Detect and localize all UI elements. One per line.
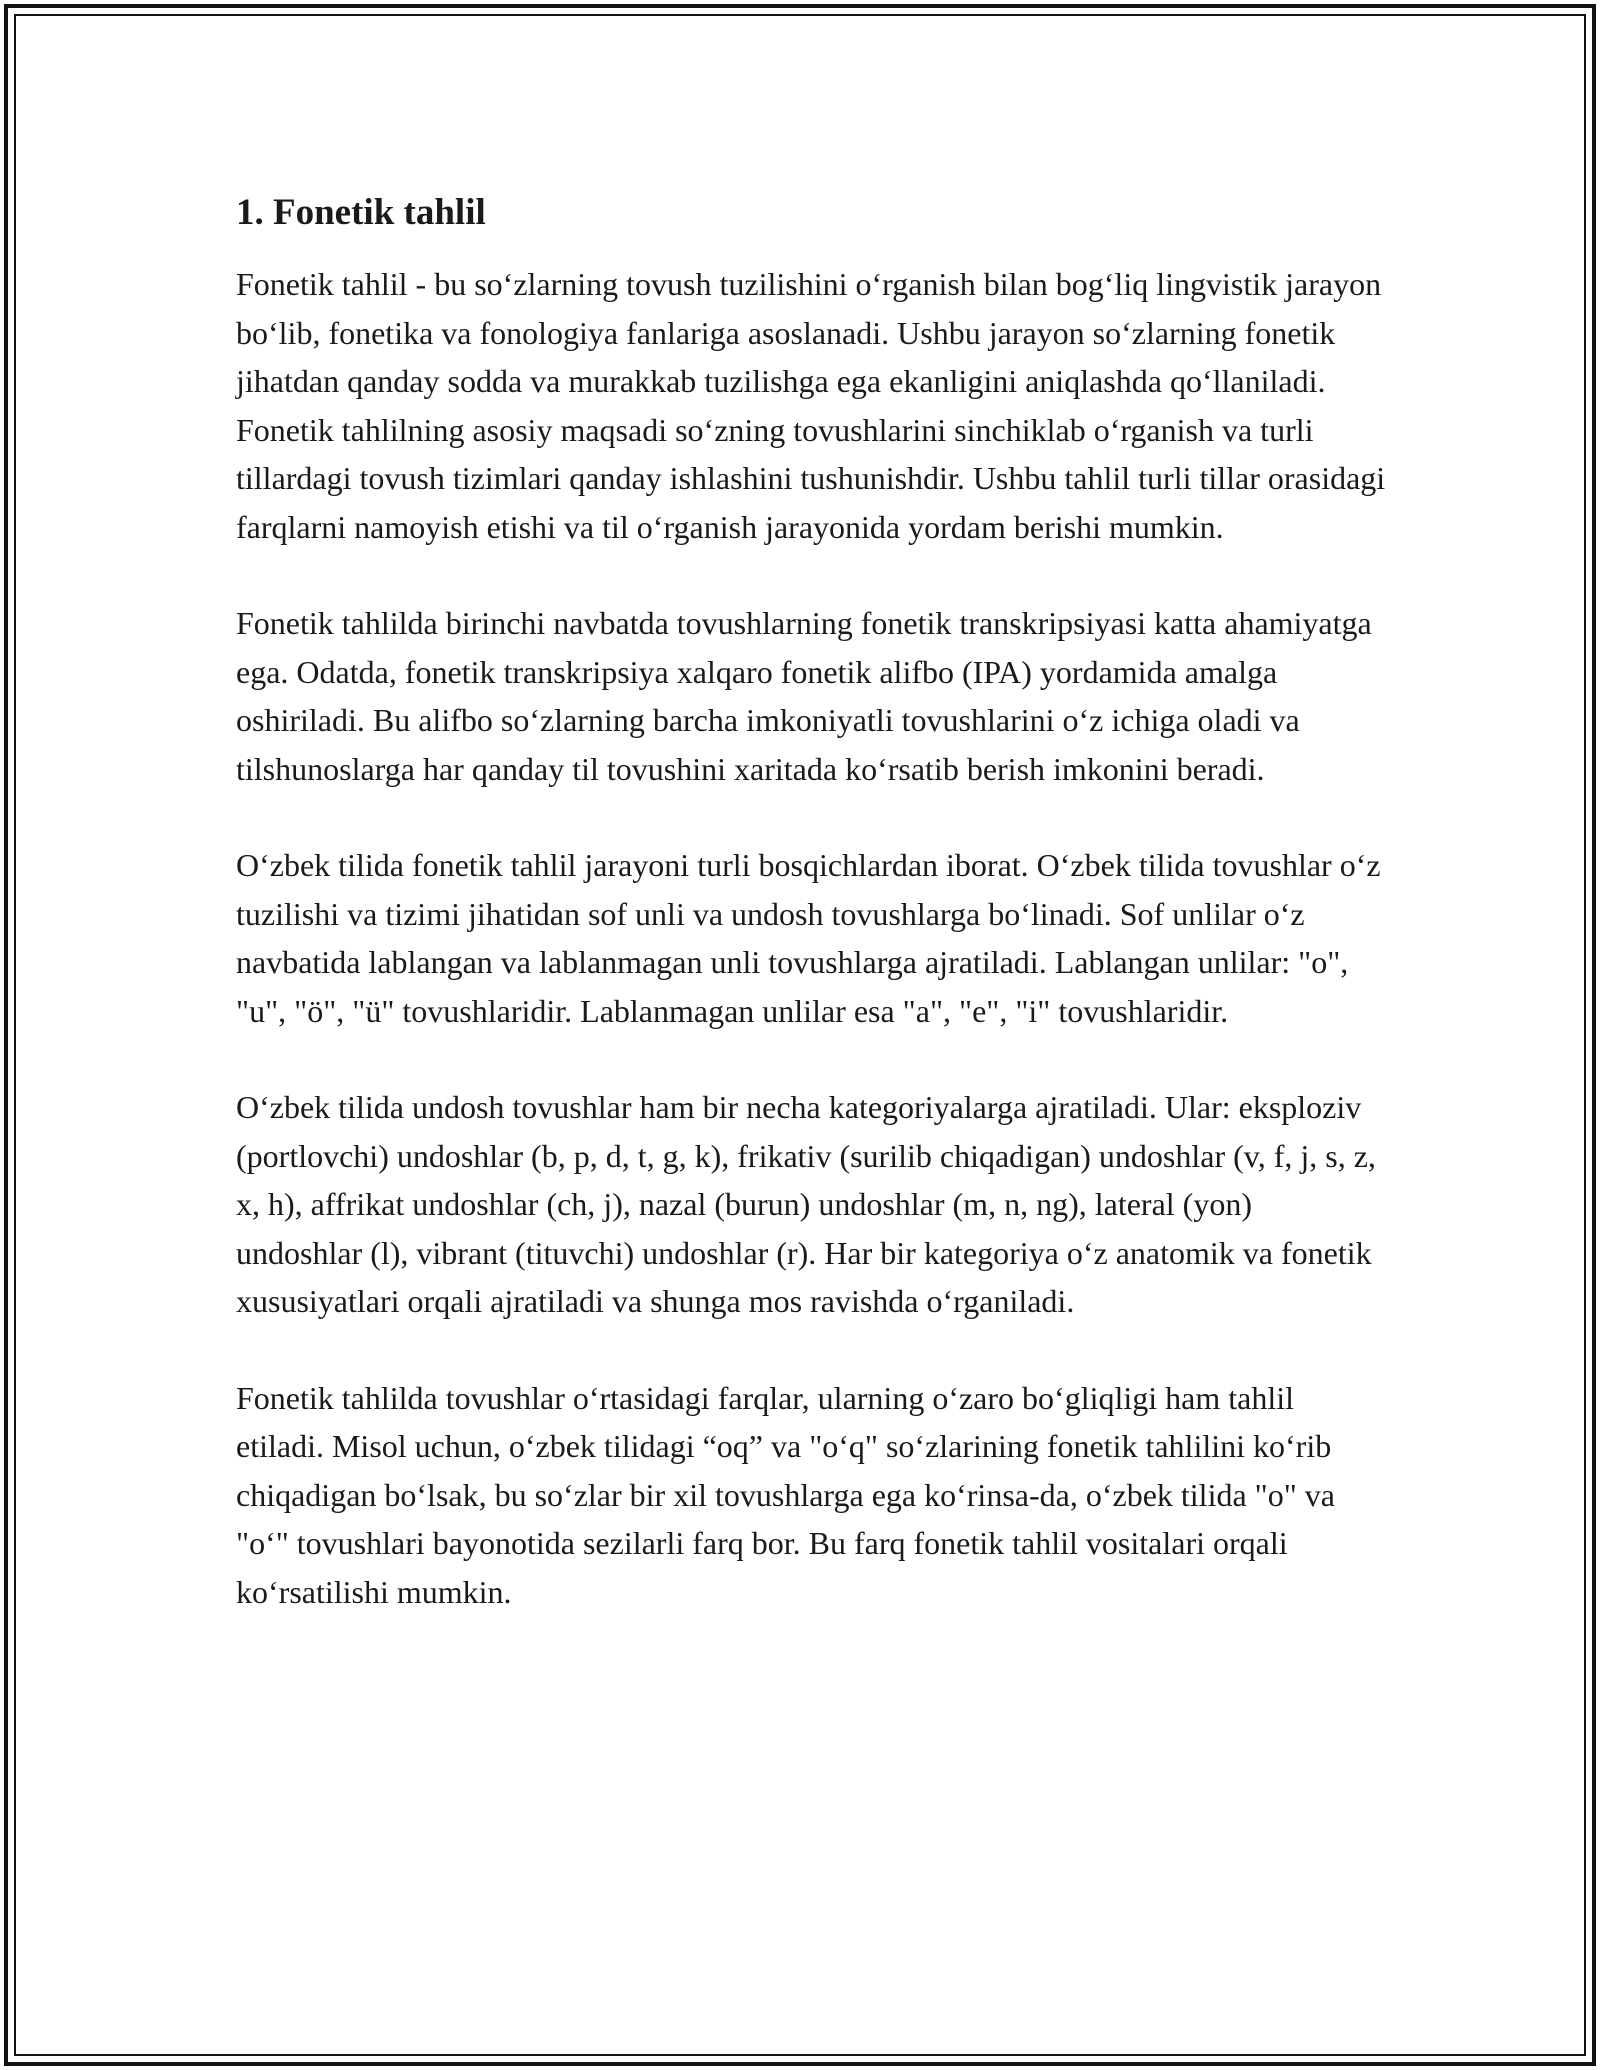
paragraph-2: Fonetik tahlilda birinchi navbatda tovushlarning fonetik transkripsiyasi katta ahamiyatga ega. Odatda, fonetik transkripsiya xalqaro fonetik alifbo (IPA) yordamida amalga oshiriladi. Bu alifbo so‘zlarning barcha imkoniyatli tovushlarini o‘z ichiga oladi va tilshunoslarga har qanday til tovushini xaritada ko‘rsatib berish imkonini beradi. — [236, 605, 1372, 787]
paragraph-5: Fonetik tahlilda tovushlar o‘rtasidagi farqlar, ularning o‘zaro bo‘gliqligi ham tahlil etiladi. Misol uchun, o‘zbek tilidagi “oq” va "o‘q" so‘zlarining fonetik tahlilini ko‘rib chiqadigan bo‘lsak, bu so‘zlar bir xil tovushlarga ega ko‘rinsa-da, o‘zbek tilida "o" va "o‘" tovushlari bayonotida sezilarli farq bor. Bu farq fonetik tahlil vositalari orqali ko‘rsatilishi mumkin. — [236, 1379, 1335, 1610]
document-body — [236, 186, 1386, 1664]
section-heading: 1. Fonetik tahlil — [236, 192, 486, 233]
paragraph-3: O‘zbek tilida fonetik tahlil jarayoni turli bosqichlardan iborat. O‘zbek tilida tovushlar o‘z tuzilishi va tizimi jihatidan sof unli va undosh tovushlarga bo‘linadi. Sof unlilar o‘z navbatida lablangan va lablanmagan unli tovushlarga ajratiladi. Lablangan unlilar: "o", "u", "ö", "ü" tovushlaridir. Lablanmagan unlilar esa "a", "e", "i" tovushlaridir. — [236, 847, 1381, 1029]
paragraph-4: O‘zbek tilida undosh tovushlar ham bir necha kategoriyalarga ajratiladi. Ular: eksploziv (portlovchi) undoshlar (b, p, d, t, g, k), frikativ (surilib chiqadigan) undoshlar (v, f, j, s, z, x, h), affrikat undoshlar (ch, j), nazal (burun) undoshlar (m, n, ng), lateral (yon) undoshlar (l), vibrant (tituvchi) undoshlar (r). Har bir kategoriya o‘z anatomik va fonetik xususiyatlari orqali ajratiladi va shunga mos ravishda o‘rganiladi. — [236, 1089, 1376, 1319]
paragraph-1: Fonetik tahlil - bu so‘zlarning tovush tuzilishini o‘rganish bilan bog‘liq lingvistik jarayon bo‘lib, fonetika va fonologiya fanlariga asoslanadi. Ushbu jarayon so‘zlarning fonetik jihatdan qanday sodda va murakkab tuzilishga ega ekanligini aniqlashda qo‘llaniladi. Fonetik tahlilning asosiy maqsadi so‘zning tovushlarini sinchiklab o‘rganish va turli tillardagi tovush tizimlari qanday ishlashini tushunishdir. Ushbu tahlil turli tillar orasidagi farqlarni namoyish etishi va til o‘rganish jarayonida yordam berishi mumkin. — [236, 266, 1386, 545]
